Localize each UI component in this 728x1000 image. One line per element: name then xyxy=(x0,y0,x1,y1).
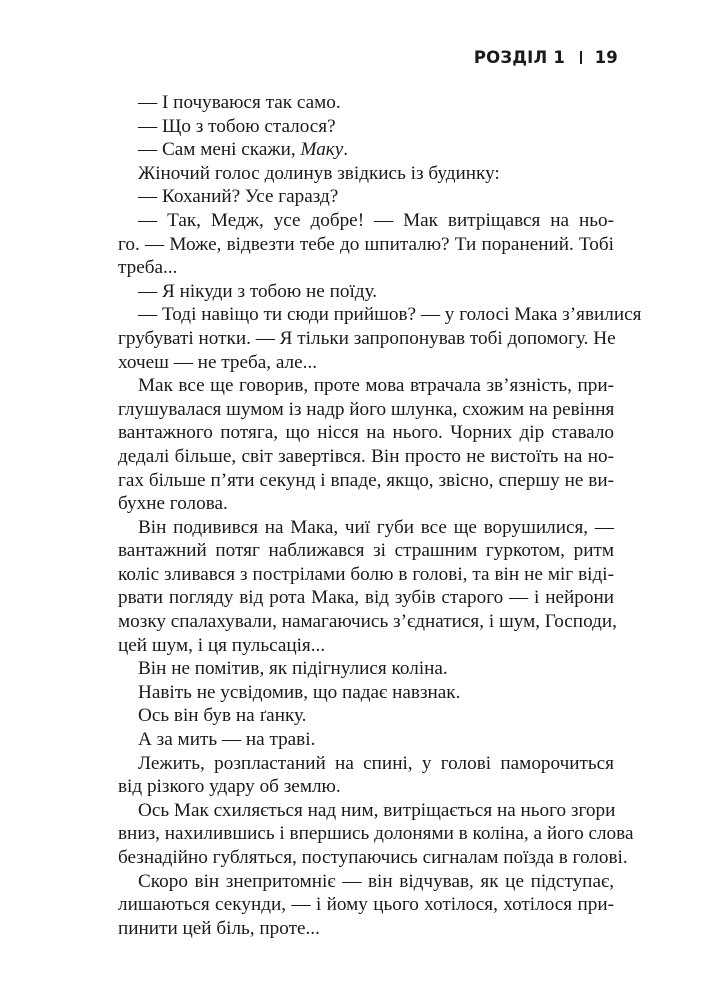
text-line: гах більше п’яти секунд і впаде, якщо, звісно, спершу не ви- xyxy=(118,469,614,491)
text-line: мозку спалахували, намагаючись з’єднатися, і шум, Господи, xyxy=(118,611,617,633)
text-line: — Так, Медж, усе добре! — Мак витріщався на ньо- xyxy=(138,209,614,231)
text-line: Лежить, розпластаний на спині, у голові паморочиться xyxy=(138,752,614,774)
text-line: вантажний потяг наближався зі страшним гуркотом, ритм xyxy=(118,540,614,562)
text-line: Він не помітив, як підігнулися коліна. xyxy=(138,658,448,680)
text-line: треба... xyxy=(118,257,178,279)
text-line: Мак все ще говорив, проте мова втрачала зв’язність, при- xyxy=(138,375,614,397)
text-line: — Тоді навіщо ти сюди прийшов? — у голосі Мака з’явилися xyxy=(138,304,642,326)
text-line: коліс зливався з пострілами болю в голові, та він не міг віді- xyxy=(118,563,614,585)
text-line: від різкого удару об землю. xyxy=(118,776,341,798)
text-line: глушувалася шумом із надр його шлунка, схожим на ревіння xyxy=(118,398,615,420)
text-line: — Що з тобою сталося? xyxy=(138,115,336,137)
header-divider xyxy=(580,51,582,64)
text-line: Ось він був на ґанку. xyxy=(138,705,307,727)
text-line: хочеш — не треба, але... xyxy=(118,351,318,373)
page-number: 19 xyxy=(594,48,618,67)
text-line: — Сам мені скажи, Маку. xyxy=(138,139,349,161)
text-line: цей шум, і ця пульсація... xyxy=(118,634,326,656)
text-line: лишаються секунди, — і йому цього хотілося, хотілося при- xyxy=(118,894,614,916)
text-line: безнадійно губляться, поступаючись сигналам поїзда в голові. xyxy=(118,847,628,868)
italic-word: Маку xyxy=(300,139,344,161)
running-head xyxy=(474,48,618,67)
text-line: Ось Мак схиляється над ним, витріщається на нього згори xyxy=(138,799,616,821)
text-line: дедалі більше, світ завертівся. Він просто не вистоїть на но- xyxy=(118,445,614,467)
text-line: рвати погляду від рота Мака, від зубів старого — і нейрони xyxy=(118,587,614,609)
body-text xyxy=(118,91,642,940)
text-line: грубуваті нотки. — Я тільки запропонував тобі допомогу. Не xyxy=(118,327,616,349)
text-line: пинити цей біль, проте... xyxy=(118,917,320,939)
text-line: А за мить — на траві. xyxy=(138,729,316,751)
text-line: Скоро він знепритомніє — він відчував, як це підступає, xyxy=(138,870,614,892)
text-line: Навіть не усвідомив, що падає навзнак. xyxy=(138,681,461,703)
text-line: вантажного потяга, що нісся на нього. Чорних дір ставало xyxy=(118,422,614,444)
text-line: Жіночий голос долинув звідкись із будинку: xyxy=(138,162,500,184)
text-line: бухне голова. xyxy=(118,493,228,515)
text-line: го. — Може, відвезти тебе до шпиталю? Ти поранений. Тобі xyxy=(118,233,614,255)
text-line: Він подивився на Мака, чиї губи все ще ворушилися, — xyxy=(138,516,614,538)
text-line: вниз, нахилившись і впершись долонями в коліна, а його слова xyxy=(118,823,634,845)
text-line: — Я нікуди з тобою не поїду. xyxy=(138,280,378,302)
text-line: — Коханий? Усе гаразд? xyxy=(138,186,339,208)
chapter-label: РОЗДІЛ 1 xyxy=(473,48,566,67)
text-line: — І почуваюся так само. xyxy=(138,92,341,113)
